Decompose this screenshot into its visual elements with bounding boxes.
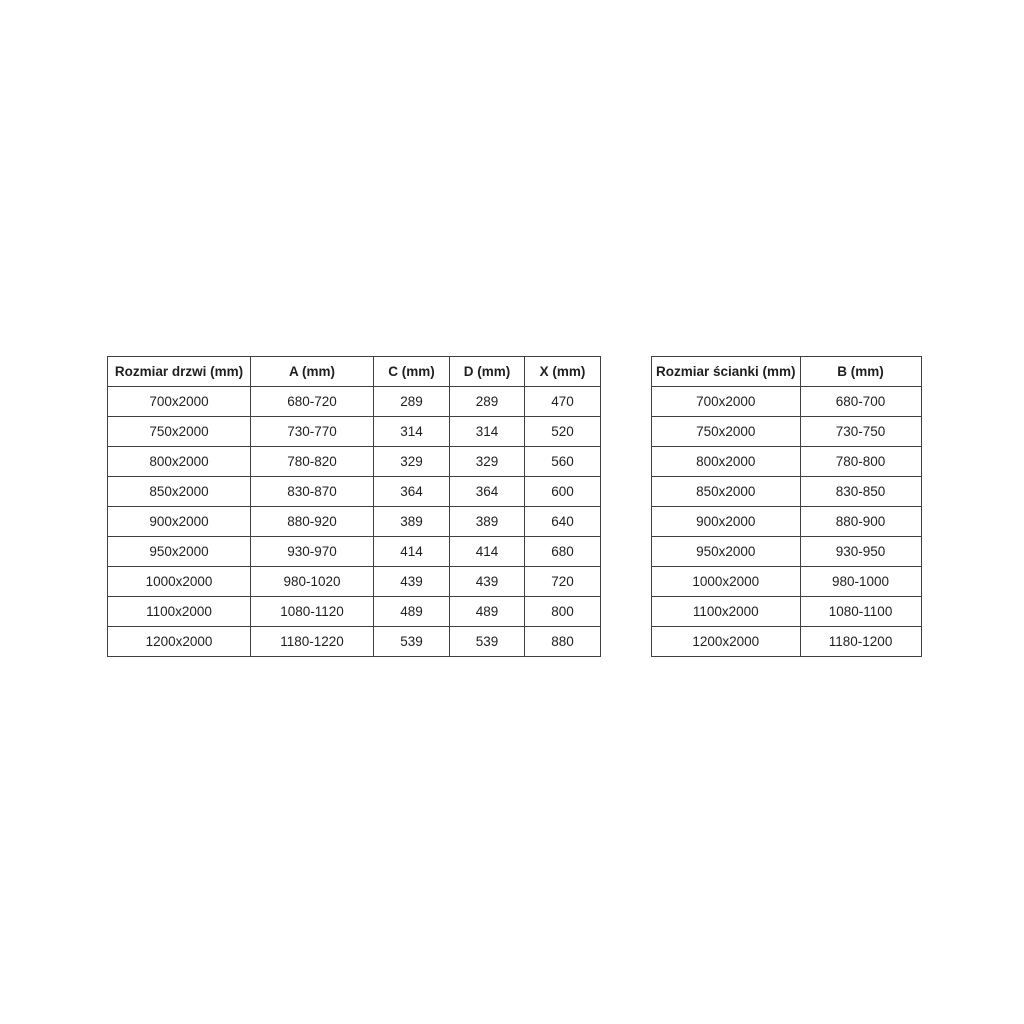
table-cell: 680 bbox=[525, 537, 601, 567]
table-row bbox=[108, 387, 601, 417]
table-cell: 389 bbox=[450, 507, 525, 537]
table-cell: 364 bbox=[374, 477, 450, 507]
table-cell: 329 bbox=[374, 447, 450, 477]
column-header: B (mm) bbox=[800, 357, 921, 387]
table-cell: 1000x2000 bbox=[108, 567, 251, 597]
table-cell: 364 bbox=[450, 477, 525, 507]
table-row bbox=[652, 537, 922, 567]
table-cell: 640 bbox=[525, 507, 601, 537]
header-row bbox=[652, 357, 922, 387]
table-cell: 314 bbox=[374, 417, 450, 447]
column-header: Rozmiar ścianki (mm) bbox=[652, 357, 801, 387]
column-header: Rozmiar drzwi (mm) bbox=[108, 357, 251, 387]
table-cell: 1180-1220 bbox=[251, 627, 374, 657]
table-cell: 520 bbox=[525, 417, 601, 447]
column-header: D (mm) bbox=[450, 357, 525, 387]
table-row bbox=[652, 387, 922, 417]
table-cell: 900x2000 bbox=[652, 507, 801, 537]
door-sizes-table-body bbox=[108, 387, 601, 657]
table-cell: 680-700 bbox=[800, 387, 921, 417]
table-cell: 700x2000 bbox=[108, 387, 251, 417]
table-row bbox=[652, 627, 922, 657]
table-cell: 950x2000 bbox=[108, 537, 251, 567]
table-cell: 489 bbox=[450, 597, 525, 627]
table-cell: 750x2000 bbox=[108, 417, 251, 447]
table-row bbox=[108, 507, 601, 537]
table-cell: 1000x2000 bbox=[652, 567, 801, 597]
table-row bbox=[652, 507, 922, 537]
table-cell: 680-720 bbox=[251, 387, 374, 417]
column-header: X (mm) bbox=[525, 357, 601, 387]
table-cell: 730-750 bbox=[800, 417, 921, 447]
table-row bbox=[108, 597, 601, 627]
table-cell: 800 bbox=[525, 597, 601, 627]
table-cell: 289 bbox=[450, 387, 525, 417]
table-cell: 880 bbox=[525, 627, 601, 657]
table-row bbox=[652, 477, 922, 507]
table-cell: 439 bbox=[450, 567, 525, 597]
table-cell: 980-1000 bbox=[800, 567, 921, 597]
table-cell: 539 bbox=[374, 627, 450, 657]
table-row bbox=[108, 417, 601, 447]
table-cell: 1180-1200 bbox=[800, 627, 921, 657]
table-cell: 780-820 bbox=[251, 447, 374, 477]
table-cell: 329 bbox=[450, 447, 525, 477]
table-cell: 1200x2000 bbox=[108, 627, 251, 657]
table-cell: 700x2000 bbox=[652, 387, 801, 417]
table-row bbox=[108, 477, 601, 507]
table-cell: 439 bbox=[374, 567, 450, 597]
table-cell: 470 bbox=[525, 387, 601, 417]
table-row bbox=[652, 447, 922, 477]
table-cell: 414 bbox=[450, 537, 525, 567]
table-cell: 750x2000 bbox=[652, 417, 801, 447]
table-cell: 850x2000 bbox=[652, 477, 801, 507]
table-row bbox=[108, 627, 601, 657]
table-row bbox=[108, 567, 601, 597]
wall-sizes-table-body bbox=[652, 387, 922, 657]
table-cell: 1100x2000 bbox=[652, 597, 801, 627]
wall-sizes-table-container bbox=[651, 356, 922, 657]
table-row bbox=[652, 567, 922, 597]
door-sizes-table-container bbox=[107, 356, 601, 657]
table-cell: 830-870 bbox=[251, 477, 374, 507]
table-cell: 880-920 bbox=[251, 507, 374, 537]
column-header: A (mm) bbox=[251, 357, 374, 387]
column-header: C (mm) bbox=[374, 357, 450, 387]
wall-sizes-table-header bbox=[652, 357, 922, 387]
table-row bbox=[652, 597, 922, 627]
wall-sizes-table bbox=[651, 356, 922, 657]
table-cell: 950x2000 bbox=[652, 537, 801, 567]
table-cell: 850x2000 bbox=[108, 477, 251, 507]
table-row bbox=[108, 447, 601, 477]
table-cell: 800x2000 bbox=[108, 447, 251, 477]
table-cell: 780-800 bbox=[800, 447, 921, 477]
table-cell: 720 bbox=[525, 567, 601, 597]
table-cell: 1100x2000 bbox=[108, 597, 251, 627]
table-cell: 900x2000 bbox=[108, 507, 251, 537]
door-sizes-table bbox=[107, 356, 601, 657]
table-cell: 730-770 bbox=[251, 417, 374, 447]
table-cell: 289 bbox=[374, 387, 450, 417]
table-cell: 1200x2000 bbox=[652, 627, 801, 657]
table-cell: 1080-1120 bbox=[251, 597, 374, 627]
header-row bbox=[108, 357, 601, 387]
table-cell: 489 bbox=[374, 597, 450, 627]
table-cell: 600 bbox=[525, 477, 601, 507]
table-cell: 1080-1100 bbox=[800, 597, 921, 627]
table-row bbox=[108, 537, 601, 567]
table-cell: 830-850 bbox=[800, 477, 921, 507]
table-cell: 880-900 bbox=[800, 507, 921, 537]
table-cell: 389 bbox=[374, 507, 450, 537]
table-cell: 800x2000 bbox=[652, 447, 801, 477]
table-cell: 930-950 bbox=[800, 537, 921, 567]
table-cell: 414 bbox=[374, 537, 450, 567]
door-sizes-table-header bbox=[108, 357, 601, 387]
table-cell: 314 bbox=[450, 417, 525, 447]
table-cell: 980-1020 bbox=[251, 567, 374, 597]
table-cell: 539 bbox=[450, 627, 525, 657]
table-row bbox=[652, 417, 922, 447]
table-cell: 930-970 bbox=[251, 537, 374, 567]
table-cell: 560 bbox=[525, 447, 601, 477]
